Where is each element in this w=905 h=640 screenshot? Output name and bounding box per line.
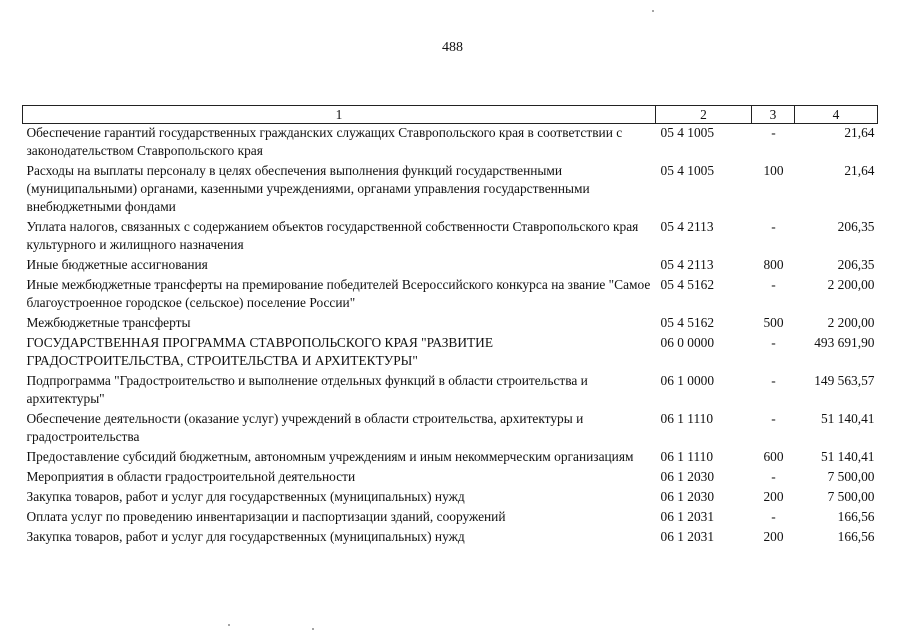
row-name: Мероприятия в области градостроительной деятельности bbox=[26, 469, 356, 484]
row-name: Расходы на выплаты персоналу в целях обеспечения выполнения функций государственными (муниципальными) органами, казенными учреждениями, органами управления государственными внебюджетными фондами bbox=[26, 163, 590, 214]
page-number: 488 bbox=[442, 40, 463, 55]
row-code: 06 1 1110 bbox=[660, 449, 714, 464]
budget-table-container bbox=[22, 105, 877, 546]
row-code: 06 0 0000 bbox=[660, 335, 715, 350]
table-row bbox=[23, 446, 878, 466]
row-sum: 7 500,00 bbox=[827, 469, 875, 484]
table-row bbox=[23, 332, 878, 370]
row-sum: 7 500,00 bbox=[827, 489, 875, 504]
row-name: Оплата услуг по проведению инвентаризации и паспортизации зданий, сооружений bbox=[26, 509, 506, 524]
row-code: 05 4 1005 bbox=[660, 125, 715, 140]
table-row bbox=[23, 312, 878, 332]
row-code: 06 1 2031 bbox=[660, 509, 715, 524]
row-name: Уплата налогов, связанных с содержанием объектов государственной собственности Ставропольского края культурного и жилищного назначения bbox=[26, 219, 639, 252]
row-sum: 206,35 bbox=[837, 257, 875, 272]
row-code: 06 1 2030 bbox=[660, 469, 715, 484]
row-code: 05 4 2113 bbox=[660, 219, 714, 234]
row-name: Предоставление субсидий бюджетным, автономным учреждениям и иным некоммерческим организациям bbox=[26, 449, 634, 464]
row-sum: 166,56 bbox=[837, 509, 875, 524]
row-code: 06 1 1110 bbox=[660, 411, 714, 426]
row-type: - bbox=[771, 335, 776, 350]
row-sum: 51 140,41 bbox=[820, 411, 875, 426]
row-code: 05 4 2113 bbox=[660, 257, 714, 272]
row-name: Закупка товаров, работ и услуг для государственных (муниципальных) нужд bbox=[26, 489, 465, 504]
header-col-2: 2 bbox=[656, 106, 752, 124]
table-row bbox=[23, 506, 878, 526]
row-name: Подпрограмма "Градостроительство и выполнение отдельных функций в области строительства и архитектуры" bbox=[26, 373, 588, 406]
table-row bbox=[23, 254, 878, 274]
row-type: 100 bbox=[763, 163, 784, 178]
scan-speck bbox=[652, 10, 654, 12]
row-code: 05 4 5162 bbox=[660, 277, 715, 292]
row-sum: 2 200,00 bbox=[827, 277, 875, 292]
header-col-1: 1 bbox=[23, 106, 656, 124]
row-name: Иные межбюджетные трансферты на премирование победителей Всероссийского конкурса на звание "Самое благоустроенное городское (сельское) поселение России" bbox=[26, 277, 651, 310]
scan-speck bbox=[312, 628, 314, 630]
row-type: 800 bbox=[763, 257, 784, 272]
row-code: 06 1 2031 bbox=[660, 529, 715, 544]
table-header bbox=[23, 106, 878, 124]
row-sum: 21,64 bbox=[844, 125, 875, 140]
row-name: Межбюджетные трансферты bbox=[26, 315, 191, 330]
row-type: 200 bbox=[763, 489, 784, 504]
row-type: - bbox=[771, 373, 776, 388]
row-code: 05 4 5162 bbox=[660, 315, 715, 330]
row-name: Иные бюджетные ассигнования bbox=[26, 257, 208, 272]
table-body bbox=[23, 124, 878, 547]
row-name: Обеспечение гарантий государственных гражданских служащих Ставропольского края в соответствии с законодательством Ставропольского края bbox=[26, 125, 623, 158]
row-sum: 493 691,90 bbox=[814, 335, 875, 350]
scan-speck bbox=[228, 624, 230, 626]
row-type: - bbox=[771, 277, 776, 292]
row-type: - bbox=[771, 219, 776, 234]
table-row bbox=[23, 408, 878, 446]
table-row bbox=[23, 486, 878, 506]
row-sum: 166,56 bbox=[837, 529, 875, 544]
row-type: - bbox=[771, 125, 776, 140]
row-sum: 149 563,57 bbox=[814, 373, 875, 388]
row-sum: 206,35 bbox=[837, 219, 875, 234]
row-type: - bbox=[771, 509, 776, 524]
row-sum: 21,64 bbox=[844, 163, 875, 178]
row-type: 200 bbox=[763, 529, 784, 544]
row-type: 600 bbox=[763, 449, 784, 464]
table-row bbox=[23, 274, 878, 312]
row-sum: 51 140,41 bbox=[820, 449, 875, 464]
row-code: 06 1 0000 bbox=[660, 373, 715, 388]
table-row bbox=[23, 124, 878, 161]
table-row bbox=[23, 466, 878, 486]
row-name: ГОСУДАРСТВЕННАЯ ПРОГРАММА СТАВРОПОЛЬСКОГО КРАЯ "РАЗВИТИЕ ГРАДОСТРОИТЕЛЬСТВА, СТРОИТЕЛЬСТВА И АРХИТЕКТУРЫ" bbox=[26, 335, 494, 368]
table-row bbox=[23, 526, 878, 546]
row-type: - bbox=[771, 469, 776, 484]
budget-table bbox=[22, 105, 878, 546]
table-row bbox=[23, 370, 878, 408]
row-type: - bbox=[771, 411, 776, 426]
header-col-4: 4 bbox=[795, 106, 878, 124]
table-row bbox=[23, 216, 878, 254]
row-code: 06 1 2030 bbox=[660, 489, 715, 504]
row-name: Обеспечение деятельности (оказание услуг) учреждений в области строительства, архитектуры и градостроительства bbox=[26, 411, 584, 444]
row-type: 500 bbox=[763, 315, 784, 330]
row-code: 05 4 1005 bbox=[660, 163, 715, 178]
row-sum: 2 200,00 bbox=[827, 315, 875, 330]
row-name: Закупка товаров, работ и услуг для государственных (муниципальных) нужд bbox=[26, 529, 465, 544]
table-row bbox=[23, 160, 878, 216]
header-col-3: 3 bbox=[752, 106, 795, 124]
